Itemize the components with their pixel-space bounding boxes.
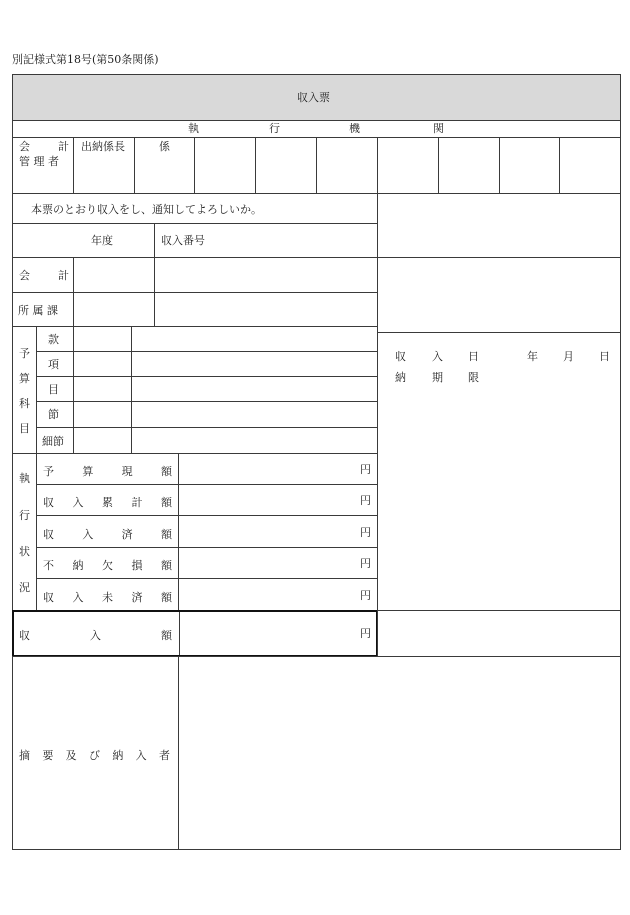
fiscal-year-label: 年度 (91, 234, 113, 247)
seal-box-3 (316, 137, 378, 194)
exec-row-1-label (36, 453, 179, 485)
income-amount-right-blank (377, 610, 621, 657)
budget-item-saisetsu-code (73, 427, 132, 454)
yen-unit: 円 (360, 627, 371, 640)
budget-item-kou: 項 (48, 358, 59, 371)
exec-org-char-1: 執 (188, 122, 199, 135)
income-amount-box (12, 610, 378, 657)
account-label-cell (12, 257, 74, 293)
income-amount-label: 収 入 額 (19, 629, 172, 642)
department-value-1 (73, 292, 155, 327)
summary-payer-label: 摘 要 及 び 納 入 者 (19, 749, 170, 762)
budget-item-kou-name (131, 351, 378, 377)
account-right-blank (377, 257, 621, 333)
execution-char-3: 状 (19, 545, 30, 558)
budget-char-3: 科 (19, 397, 30, 410)
receipt-date-char-2: 入 (432, 350, 443, 363)
budget-item-setsu-label (36, 401, 74, 428)
budget-label-cell (12, 326, 37, 454)
cashier-chief-label: 出納係長 (81, 140, 125, 153)
income-settled-label: 収 入 済 額 (43, 528, 172, 541)
seal-box-7 (559, 137, 621, 194)
budget-char-1: 予 (19, 347, 30, 360)
due-date-char-1: 納 (395, 371, 406, 384)
summary-content-cell (178, 656, 621, 850)
yen-unit: 円 (360, 526, 371, 539)
exec-row-4-label (36, 547, 179, 579)
clerk-label: 係 (159, 140, 170, 153)
budget-current-label: 予 算 現 額 (43, 465, 172, 478)
exec-row-2-amount (178, 484, 378, 516)
exec-row-2-label (36, 484, 179, 516)
yen-unit: 円 (360, 494, 371, 507)
due-date-char-3: 限 (468, 371, 479, 384)
execution-char-1: 執 (19, 472, 30, 485)
account-char-2: 計 (58, 269, 69, 282)
execution-char-2: 行 (19, 509, 30, 522)
income-cumulative-label: 収 入 累 計 額 (43, 496, 172, 509)
summary-label-cell (12, 656, 179, 850)
budget-item-moku-code (73, 376, 132, 402)
department-label-cell (12, 292, 74, 327)
account-value-2 (154, 257, 378, 293)
receipt-number-label: 収入番号 (161, 234, 205, 247)
execution-label-cell (12, 453, 37, 611)
exec-row-5-label (36, 578, 179, 611)
exec-org-char-2: 行 (269, 122, 280, 135)
budget-item-saisetsu-label (36, 427, 74, 454)
accountant-seal-cell (12, 137, 74, 194)
yen-unit: 円 (360, 589, 371, 602)
due-date-char-2: 期 (432, 371, 443, 384)
yen-unit: 円 (360, 463, 371, 476)
budget-item-kan: 款 (48, 333, 59, 346)
receipt-date-day: 日 (599, 350, 610, 363)
uncollectible-loss-label: 不 納 欠 損 額 (43, 559, 172, 572)
budget-char-4: 目 (19, 422, 30, 435)
income-unsettled-label: 収 入 未 済 額 (43, 591, 172, 604)
receipt-date-char-3: 日 (468, 350, 479, 363)
seal-box-2 (255, 137, 317, 194)
seal-box-5 (438, 137, 500, 194)
accountant-line-2: 管 理 者 (19, 155, 59, 168)
budget-item-kan-label (36, 326, 74, 352)
notice-text: 本票のとおり収入をし、通知してよろしいか。 (31, 203, 262, 216)
form-caption: 別記様式第18号(第50条関係) (12, 53, 159, 66)
cashier-chief-seal-cell (73, 137, 135, 194)
budget-item-setsu-name (131, 401, 378, 428)
income-amount-divider (179, 612, 180, 655)
budget-item-kan-code (73, 326, 132, 352)
budget-item-kan-name (131, 326, 378, 352)
seal-box-6 (499, 137, 560, 194)
exec-row-3-amount (178, 515, 378, 548)
budget-item-moku-label (36, 376, 74, 402)
form-title-cell (12, 74, 621, 121)
receipt-date-year: 年 (527, 350, 538, 363)
date-panel (377, 332, 621, 611)
budget-item-moku-name (131, 376, 378, 402)
accountant-char-1: 会 (19, 140, 30, 153)
exec-row-4-amount (178, 547, 378, 579)
exec-org-char-3: 機 (349, 122, 360, 135)
execution-char-4: 況 (19, 581, 30, 594)
clerk-seal-cell (134, 137, 195, 194)
exec-row-5-amount (178, 578, 378, 611)
budget-item-saisetsu: 細節 (42, 435, 64, 448)
budget-item-moku: 目 (48, 383, 59, 396)
seal-box-1 (194, 137, 256, 194)
department-label: 所 属 課 (18, 304, 58, 317)
receipt-number-cell (154, 223, 378, 258)
yen-unit: 円 (360, 557, 371, 570)
budget-item-kou-code (73, 351, 132, 377)
account-value-1 (73, 257, 155, 293)
notice-right-blank (377, 193, 621, 258)
department-value-2 (154, 292, 378, 327)
form-title: 収入票 (297, 91, 330, 104)
exec-row-3-label (36, 515, 179, 548)
budget-item-saisetsu-name (131, 427, 378, 454)
account-char-1: 会 (19, 269, 30, 282)
receipt-date-month: 月 (563, 350, 574, 363)
notice-cell (12, 193, 378, 224)
budget-item-setsu-code (73, 401, 132, 428)
receipt-date-char-1: 収 (395, 350, 406, 363)
budget-item-setsu: 節 (48, 408, 59, 421)
budget-char-2: 算 (19, 372, 30, 385)
exec-org-header (12, 120, 621, 138)
fiscal-year-cell (12, 223, 155, 258)
accountant-char-2: 計 (58, 140, 69, 153)
exec-row-1-amount (178, 453, 378, 485)
seal-box-4 (377, 137, 439, 194)
budget-item-kou-label (36, 351, 74, 377)
exec-org-char-4: 関 (433, 122, 444, 135)
